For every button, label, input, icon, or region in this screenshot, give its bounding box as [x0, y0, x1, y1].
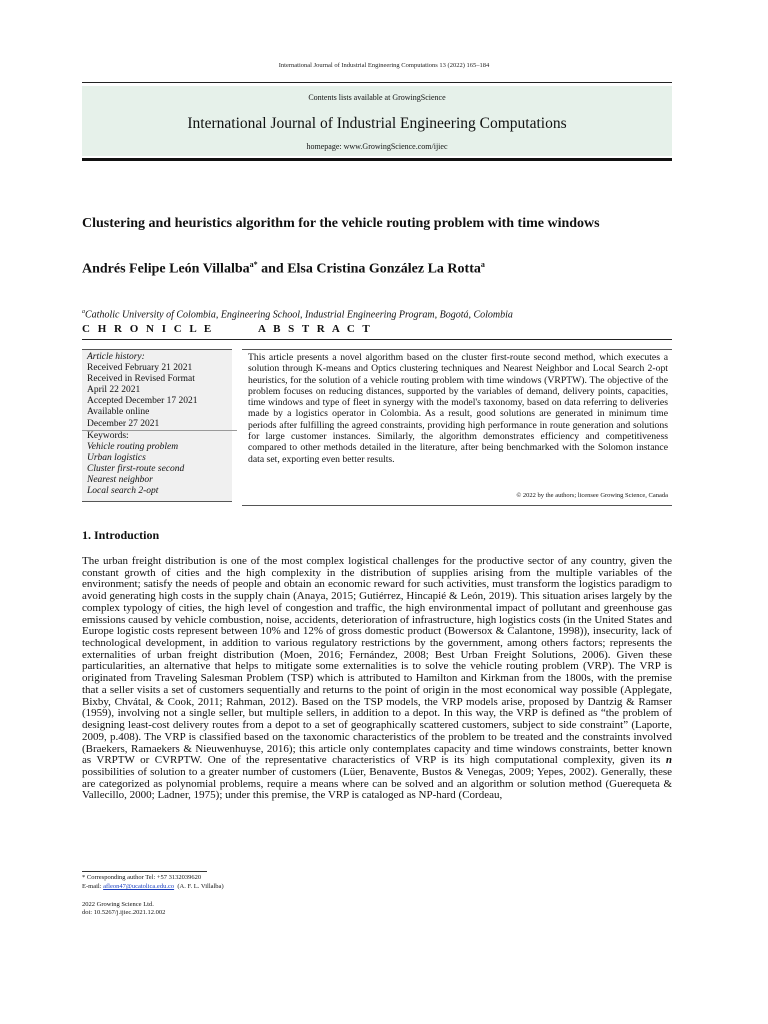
author-superscript: a* — [249, 260, 258, 269]
section-rule — [82, 339, 672, 340]
copyright-notice: © 2022 by the authors; licensee Growing Science, Canada — [516, 492, 668, 499]
doi-line[interactable]: doi: 10.5267/j.ijiec.2021.12.002 — [82, 909, 166, 916]
journal-homepage[interactable]: homepage: www.GrowingScience.com/ijiec — [306, 142, 448, 151]
affiliation — [82, 309, 513, 320]
intro-text: possibilities of solution to a greater number of customers (Lüer, Benavente, Bustos & Venegas, 2009; Yepes, 2002). Generally, these are categorized as polynomial problems, require a means where can be solved and an algorithm or solution method (Guerequeta & Vallecillo, 2000; Ladner, 1975); under this premise, the VRP is cataloged as NP-hard (Cordeau, — [82, 765, 672, 802]
intro-text: The urban freight distribution is one of the most complex logistical challenges for the productive sector of any country, given the constant growth of cities and the high complexity in the distribution of supplies arising from the multiple variables of the environment; satisfy the needs of people and obtain an economic reward for such activities, must transform the logistics paradigm to avoid generating high costs in the supply chain (Anaya, 2015; Gutiérrez, Hincapié & León, 2019). This situation arises largely by the complex typology of cities, the high level of congestion and traffic, the high environmental impact of pollutant and greenhouse gas emissions caused by vehicle combustion, noise, accidents, deterioration of infrastructure, high logistics costs (in the United States and Europe logistic costs represent between 10% and 12% of gross domestic product (Bowersox & Calantone, 1998)), insecurity, lack of technological development, in addition to various regulatory restrictions by the government, among others factors; represents the externalities of urban freight distribution (Moen, 2016; Fernández, 2008; Best Urban Freight Solutions, 2006). Given these particularities, an alternative that helps to mitigate some externalities is to solve the vehicle routing problem (VRP). The VRP is originated from Traveling Salesman Problem (TSP) which is attributed to Hamilton and Kirkman from the 1800s, with the premise that a seller visits a set of customers sequentially and returns to the point of origin in the most economical way possible (Applegate, Bixby, Chvátal, & Cook, 2011; Rahman, 2012). Based on the TSP models, the VRP models arise, proposed by Dantzig & Ramser (1959), involving not a single seller, but multiple sellers, in addition to a depot. In this way, the VRP is defined as “the problem of designing least-cost delivery routes from a depot to a set of geographically scattered customers, subject to side constraint” (Laporte, 2009, p.408). The VRP is classified based on the taxonomic characteristics of the problem to be treated and the constraints involved (Braekers, Ramaekers & Nieuwenhuyse, 2016); this article only contemplates capacity and time windows constraints, better known as VRPTW or CVRPTW. One of the representative characteristics of VRP is its high computational complexity, given its — [82, 555, 672, 767]
header-rule — [82, 82, 672, 83]
contents-line: Contents lists available at GrowingScience — [308, 93, 446, 102]
email-link[interactable]: afleon47@ucatolica.edu.co — [103, 883, 175, 890]
email-owner: (A. F. L. Villalba) — [174, 883, 224, 890]
introduction-body — [82, 556, 672, 802]
keyword-item: Local search 2-opt — [87, 486, 159, 497]
journal-title: International Journal of Industrial Engineering Computations — [187, 115, 567, 132]
history-label: Article history: — [87, 352, 145, 362]
keyword-item: Vehicle routing problem — [87, 441, 179, 452]
author-joiner: and — [257, 261, 288, 277]
history-line: December 27 2021 — [87, 418, 160, 429]
n-symbol: n — [665, 754, 672, 767]
abstract-box — [242, 349, 672, 506]
author-name: Elsa Cristina González La Rotta — [287, 261, 481, 277]
email-line — [82, 883, 224, 891]
abstract-heading: A B S T R A C T — [258, 323, 373, 335]
keywords-label: Keywords: — [82, 430, 237, 442]
history-line: Received February 21 2021 — [87, 363, 193, 374]
abstract-text: This article presents a novel algorithm based on the cluster first-route second method, which executes a solution through K-means and Optics clustering techniques and Nearest Neighbor and Local Search 2-opt heuristics, for the solution of a vehicle routing problem with time windows (VRPTW). The objective of the problem focuses on reducing distances, supported by the variables of demand, delivery points, capacities, time windows and type of fleet in synergy with the model's taxonomy, based on data referring to deliveries made by a logistics operator in Colombia. As a result, good solutions are generated in minimum time periods after fulfilling the agreed constraints, providing high performance in route generation and solutions for large customer instances. Similarly, the algorithm demonstrates efficiency and competitiveness compared to other methods detailed in the literature, after being benchmarked with the Solomon instance data set, exporting even better results. — [248, 352, 668, 465]
introduction-heading: 1. Introduction — [82, 528, 160, 542]
keyword-item: Urban logistics — [87, 452, 146, 463]
email-label: E-mail: — [82, 883, 104, 890]
history-line: April 22 2021 — [87, 385, 141, 396]
history-line: Accepted December 17 2021 — [87, 396, 198, 407]
paper-title: Clustering and heuristics algorithm for the vehicle routing problem with time windows — [82, 216, 600, 231]
article-history-box — [82, 349, 232, 502]
history-line: Received in Revised Format — [87, 374, 195, 385]
author-name: Andrés Felipe León Villalba — [82, 261, 250, 277]
corresponding-author: * Corresponding author Tel: +57 3132039620 — [82, 874, 202, 881]
affiliation-text: Catholic University of Colombia, Engineering School, Industrial Engineering Program, Bogotá, Colombia — [85, 309, 513, 321]
history-line: Available online — [87, 407, 150, 418]
keyword-item: Nearest neighbor — [87, 475, 153, 486]
chronicle-heading: C H R O N I C L E — [82, 323, 214, 335]
publisher-line: 2022 Growing Science Ltd. — [82, 901, 154, 908]
keyword-item: Cluster first-route second — [87, 463, 185, 474]
banner-rule — [82, 158, 672, 161]
author-list — [82, 260, 485, 278]
footnote-rule — [82, 871, 207, 872]
author-superscript: a — [480, 260, 485, 269]
running-head: International Journal of Industrial Engineering Computations 13 (2022) 165–184 — [278, 62, 490, 69]
affiliation-superscript: a — [82, 309, 85, 315]
